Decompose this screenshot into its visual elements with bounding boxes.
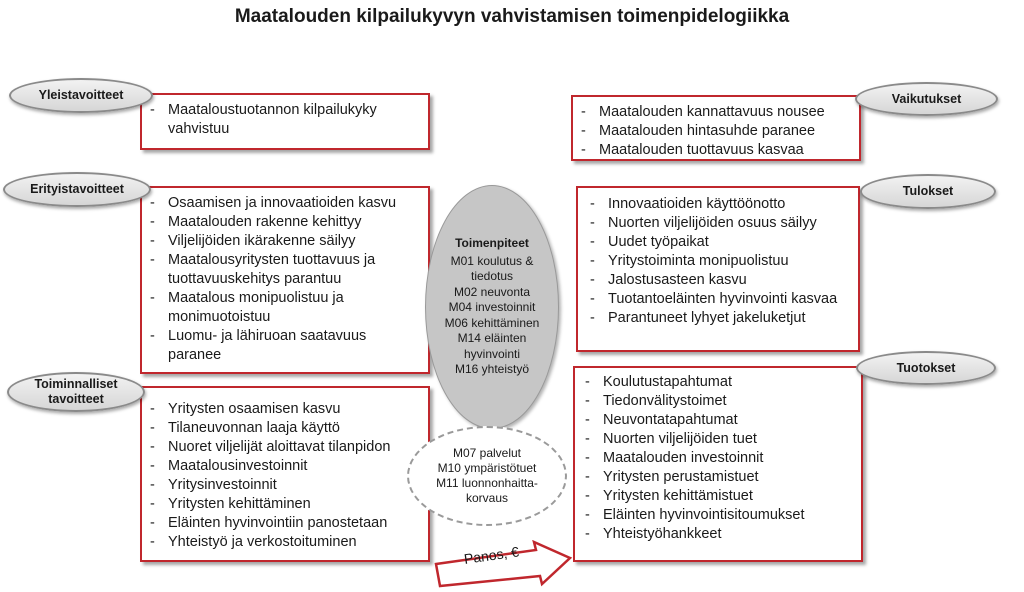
- list-item: - Yhteistyöhankkeet: [577, 525, 857, 544]
- list-item: - Nuorten viljelijöiden tuet: [577, 430, 857, 449]
- list-item: - Koulutustapahtumat: [577, 373, 857, 392]
- input-arrow-label: Panos, €: [462, 543, 520, 567]
- other-measures-oval: [407, 426, 567, 526]
- erityistavoitteet-box: [140, 186, 430, 374]
- list-item: - Jalostusasteen kasvu: [582, 271, 854, 290]
- measure-line: M02 neuvonta: [453, 284, 531, 299]
- list-item: - Innovaatioiden käyttöönotto: [582, 195, 854, 214]
- list-item: - Maatalousinvestoinnit: [142, 457, 424, 476]
- diagram-title: Maatalouden kilpailukyvyn vahvistamisen toimenpidelogiikka: [234, 6, 790, 27]
- measure-line: hyvinvointi: [463, 346, 521, 361]
- vaikutukset-box: [571, 95, 861, 161]
- list-item: - Eläinten hyvinvointiin panostetaan: [142, 514, 424, 533]
- list-item: - Maatalouden investoinnit: [577, 449, 857, 468]
- list-item: - Yritysinvestoinnit: [142, 476, 424, 495]
- measure-line: korvaus: [465, 491, 509, 505]
- list-item: - Maatalouden kannattavuus nousee: [573, 103, 855, 122]
- label-line: Toiminnalliset: [34, 377, 118, 391]
- measure-line: M16 yhteistyö: [454, 362, 530, 377]
- list-item: - Uudet työpaikat: [582, 233, 854, 252]
- list-item: - Yritysten kehittämistuet: [577, 487, 857, 506]
- measure-line: M04 investoinnit: [448, 300, 536, 315]
- erityistavoitteet-label: Erityistavoitteet: [3, 172, 151, 207]
- list-item: - Yritysten perustamistuet: [577, 468, 857, 487]
- list-item: - Parantuneet lyhyet jakeluketjut: [582, 309, 854, 328]
- list-item: - Tiedonvälitystoimet: [577, 392, 857, 411]
- list-item: - Neuvontatapahtumat: [577, 411, 857, 430]
- list-item: - Luomu- ja lähiruoan saatavuus paranee: [142, 327, 420, 365]
- measure-line: M14 eläinten: [457, 331, 527, 346]
- list-item: - Yhteistyö ja verkostoituminen: [142, 533, 424, 552]
- measure-line: M07 palvelut: [452, 446, 522, 460]
- list-item: - Eläinten hyvinvointisitoumukset: [577, 506, 857, 525]
- yleistavoitteet-box: [140, 93, 430, 150]
- list-item: - Nuorten viljelijöiden osuus säilyy: [582, 214, 854, 233]
- yleistavoitteet-label: Yleistavoitteet: [9, 78, 153, 113]
- list-item: - Nuoret viljelijät aloittavat tilanpidon: [142, 438, 424, 457]
- toimenpiteet-heading: Toimenpiteet: [455, 236, 529, 251]
- tulokset-box: [576, 186, 860, 352]
- toiminnalliset-tavoitteet-box: [140, 386, 430, 562]
- measure-line: M11 luonnonhaitta-: [436, 476, 538, 490]
- list-item: - Maatalousyritysten tuottavuus ja tuottavuuskehitys parantuu: [142, 251, 420, 289]
- list-item: - Maatalous monipuolistuu ja monimuotoistuu: [142, 289, 420, 327]
- measure-line: M10 ympäristötuet: [437, 461, 537, 475]
- measure-line: M01 koulutus &: [450, 253, 534, 268]
- list-item: - Osaamisen ja innovaatioiden kasvu: [142, 194, 420, 213]
- tuotokset-label: Tuotokset: [856, 351, 996, 385]
- list-item: - Yritysten kehittäminen: [142, 495, 424, 514]
- vaikutukset-label: Vaikutukset: [855, 82, 998, 116]
- list-item: - Viljelijöiden ikärakenne säilyy: [142, 232, 420, 251]
- list-item: - Tilaneuvonnan laaja käyttö: [142, 419, 424, 438]
- list-item: - Maataloustuotannon kilpailukyky vahvistuu: [142, 101, 420, 139]
- list-item: - Maatalouden tuottavuus kasvaa: [573, 141, 855, 160]
- list-item: - Yritysten osaamisen kasvu: [142, 400, 424, 419]
- tuotokset-box: [573, 366, 863, 562]
- toiminnalliset-tavoitteet-label: [7, 372, 145, 412]
- list-item: - Maatalouden rakenne kehittyy: [142, 213, 420, 232]
- list-item: - Yritystoiminta monipuolistuu: [582, 252, 854, 271]
- list-item: - Tuotantoeläinten hyvinvointi kasvaa: [582, 290, 854, 309]
- list-item: - Maatalouden hintasuhde paranee: [573, 122, 855, 141]
- measure-line: M06 kehittäminen: [444, 315, 540, 330]
- measure-line: tiedotus: [470, 269, 514, 284]
- label-line: tavoitteet: [48, 392, 104, 406]
- tulokset-label: Tulokset: [860, 174, 996, 209]
- toimenpiteet-oval: [425, 185, 559, 429]
